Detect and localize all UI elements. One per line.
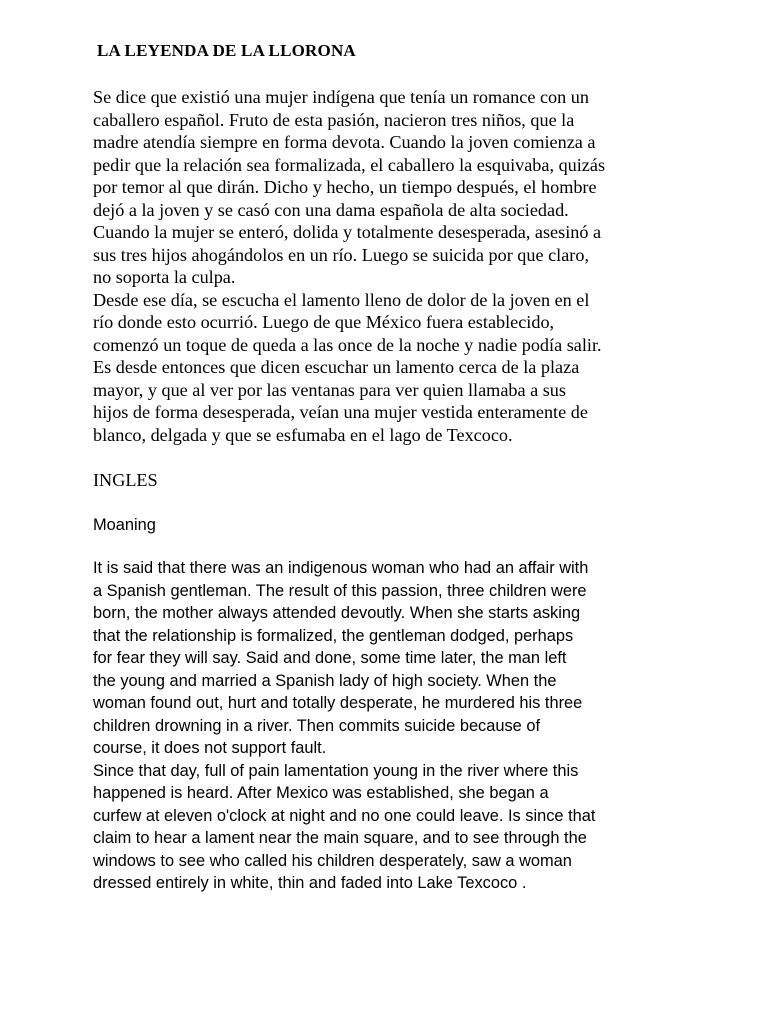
spanish-line: no soporta la culpa. (93, 267, 236, 287)
spanish-line: hijos de forma desesperada, veían una mujer vestida enteramente de (93, 402, 588, 422)
english-line: claim to hear a lament near the main square, and to see through the (93, 829, 587, 847)
english-line: for fear they will say. Said and done, some time later, the man left (93, 649, 567, 667)
spanish-line: Cuando la mujer se enteró, dolida y totalmente desesperada, asesinó a (93, 222, 602, 242)
english-line: the young and married a Spanish lady of high society. When the (93, 671, 557, 690)
spanish-text-block (93, 86, 683, 446)
english-line: dressed entirely in white, thin and faded into Lake Texcoco . (93, 874, 527, 892)
english-line: curfew at eleven o'clock at night and no one could leave. Is since that (93, 806, 596, 825)
spanish-line: Se dice que existió una mujer indígena que tenía un romance con un (93, 87, 589, 107)
spanish-line: Desde ese día, se escucha el lamento lleno de dolor de la joven en el (93, 289, 590, 310)
english-line: happened is heard. After Mexico was established, she began a (93, 784, 549, 802)
spanish-line: comenzó un toque de queda a las once de la noche y nadie podía salir. (93, 334, 602, 355)
spanish-line: blanco, delgada y que se esfumaba en el lago de Texcoco. (93, 424, 513, 445)
english-line: woman found out, hurt and totally desperate, he murdered his three (93, 694, 583, 712)
spanish-line: sus tres hijos ahogándolos en un río. Luego se suicida por que claro, (93, 244, 590, 265)
spanish-line: madre atendía siempre en forma devota. Cuando la joven comienza a (93, 132, 596, 152)
spanish-line: caballero español. Fruto de esta pasión, nacieron tres niños, que la (93, 109, 575, 130)
spanish-line: dejó a la joven y se casó con una dama española de alta sociedad. (93, 199, 569, 220)
document-title: LA LEYENDA DE LA LLORONA (97, 41, 356, 60)
english-line: course, it does not support fault. (93, 739, 327, 757)
spanish-line: Es desde entonces que dicen escuchar un lamento cerca de la plaza (93, 357, 580, 377)
spanish-line: río donde esto ocurrió. Luego de que México fuera establecido, (93, 312, 555, 332)
spanish-line: pedir que la relación sea formalizada, el caballero la esquivaba, quizás (93, 154, 606, 175)
english-line: born, the mother always attended devoutly. When she starts asking (93, 604, 581, 622)
english-subheading: Moaning (93, 515, 156, 534)
english-line: that the relationship is formalized, the gentleman dodged, perhaps (93, 626, 574, 645)
english-line: children drowning in a river. Then commits suicide because of (93, 716, 541, 735)
english-line: Since that day, full of pain lamentation young in the river where this (93, 761, 579, 780)
english-text-block (93, 557, 683, 895)
english-line: It is said that there was an indigenous woman who had an affair with (93, 559, 589, 577)
english-heading: INGLES (93, 470, 158, 490)
english-line: a Spanish gentleman. The result of this passion, three children were (93, 581, 587, 600)
spanish-line: mayor, y que al ver por las ventanas para ver quien llamaba a sus (93, 379, 566, 400)
document-page (93, 40, 683, 895)
spanish-line: por temor al que dirán. Dicho y hecho, un tiempo después, el hombre (93, 177, 597, 197)
english-line: windows to see who called his children desperately, saw a woman (93, 851, 572, 870)
